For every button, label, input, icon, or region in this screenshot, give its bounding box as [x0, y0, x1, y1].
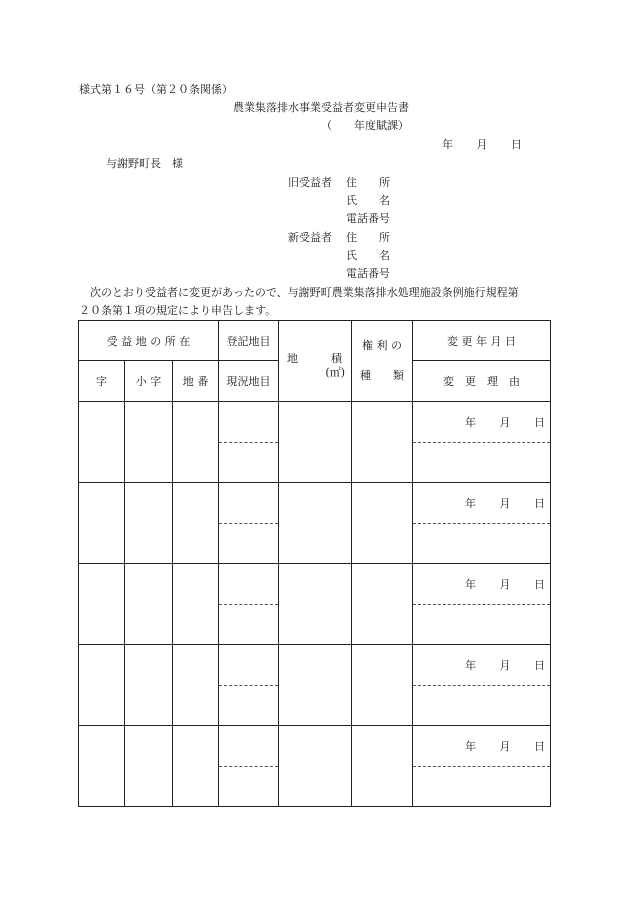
current-category-header: 現況地目: [219, 361, 279, 402]
change-cell[interactable]: [413, 402, 551, 483]
aza-cell[interactable]: [79, 645, 125, 726]
change-cell[interactable]: [413, 483, 551, 564]
body-text-line1: 次のとおり受益者に変更があったので、与謝野町農業集落排水処理施設条例施行規程第: [90, 286, 519, 299]
change-cell[interactable]: [413, 726, 551, 807]
area-cell[interactable]: [279, 402, 352, 483]
aza-cell[interactable]: [79, 402, 125, 483]
fiscal-year: （ 年度賦課）: [321, 119, 409, 132]
body-text-line2: ２０条第１項の規定により申告します。: [79, 304, 277, 317]
new-beneficiary-address-label: 住 所: [346, 231, 390, 244]
chiban-cell[interactable]: [173, 402, 219, 483]
row-date-month-label: 月: [499, 739, 511, 753]
old-beneficiary-name-label: 氏 名: [346, 194, 390, 207]
table-row: [79, 402, 551, 483]
aza-header: 字: [79, 361, 125, 402]
current-category-cell[interactable]: [219, 443, 278, 483]
date-year-label: 年: [442, 138, 453, 151]
change-reason-cell[interactable]: [413, 605, 550, 645]
category-cell[interactable]: [219, 726, 279, 807]
koaza-header: 小 字: [125, 361, 173, 402]
row-date-year-label: 年: [465, 658, 476, 672]
location-header: 受 益 地 の 所 在: [79, 321, 219, 361]
change-date-header: 変 更 年 月 日: [413, 321, 551, 361]
old-beneficiary-address-label: 住 所: [346, 176, 390, 189]
area-cell[interactable]: [279, 726, 352, 807]
area-cell[interactable]: [279, 645, 352, 726]
row-date-day-label: 日: [534, 577, 545, 591]
koaza-cell[interactable]: [125, 645, 173, 726]
category-cell[interactable]: [219, 564, 279, 645]
row-date-month-label: 月: [499, 577, 511, 591]
area-header: [279, 321, 352, 402]
current-category-cell[interactable]: [219, 524, 278, 564]
current-category-cell[interactable]: [219, 767, 278, 807]
table-row: [79, 564, 551, 645]
category-cell[interactable]: [219, 483, 279, 564]
koaza-cell[interactable]: [125, 402, 173, 483]
table-row: [79, 726, 551, 807]
row-date-day-label: 日: [534, 658, 545, 672]
area-cell[interactable]: [279, 483, 352, 564]
koaza-cell[interactable]: [125, 726, 173, 807]
form-title: 農業集落排水事業受益者変更申告書: [233, 101, 409, 114]
change-date-cell[interactable]: [413, 402, 550, 443]
rights-label-line1: 権 利 の: [362, 339, 402, 352]
table-row: [79, 645, 551, 726]
change-reason-cell[interactable]: [413, 443, 550, 483]
addressee: 与謝野町長 様: [106, 157, 183, 170]
aza-cell[interactable]: [79, 726, 125, 807]
change-date-cell[interactable]: [413, 645, 550, 686]
change-date-cell[interactable]: [413, 726, 550, 767]
new-beneficiary-phone-label: 電話番号: [346, 267, 390, 280]
form-number: 様式第１６号（第２０条関係）: [79, 83, 233, 96]
rights-cell[interactable]: [352, 645, 413, 726]
row-date-month-label: 月: [499, 658, 511, 672]
chiban-cell[interactable]: [173, 483, 219, 564]
new-beneficiary-label: 新受益者: [288, 231, 332, 244]
change-reason-cell[interactable]: [413, 767, 550, 807]
chiban-cell[interactable]: [173, 564, 219, 645]
submission-date: [442, 138, 522, 152]
registered-category-cell[interactable]: [219, 564, 278, 605]
registered-category-header: 登記地目: [219, 321, 279, 361]
chiban-header: 地 番: [173, 361, 219, 402]
rights-cell[interactable]: [352, 726, 413, 807]
koaza-cell[interactable]: [125, 483, 173, 564]
aza-cell[interactable]: [79, 564, 125, 645]
registered-category-cell[interactable]: [219, 483, 278, 524]
rights-cell[interactable]: [352, 564, 413, 645]
change-reason-header: 変 更 理 由: [413, 361, 551, 402]
aza-cell[interactable]: [79, 483, 125, 564]
new-beneficiary-name-label: 氏 名: [346, 249, 390, 262]
row-date-year-label: 年: [465, 496, 476, 510]
chiban-cell[interactable]: [173, 645, 219, 726]
registered-category-cell[interactable]: [219, 402, 278, 443]
change-cell[interactable]: [413, 645, 551, 726]
rights-label-line2: 種 類: [360, 369, 404, 382]
date-month-label: 月: [476, 138, 488, 151]
registered-category-cell[interactable]: [219, 726, 278, 767]
area-cell[interactable]: [279, 564, 352, 645]
category-cell[interactable]: [219, 645, 279, 726]
old-beneficiary-label: 旧受益者: [288, 176, 332, 189]
change-date-cell[interactable]: [413, 564, 550, 605]
row-date-month-label: 月: [499, 415, 511, 429]
area-unit-label: (㎡): [325, 365, 345, 379]
current-category-cell[interactable]: [219, 686, 278, 726]
old-beneficiary-phone-label: 電話番号: [346, 212, 390, 225]
beneficiary-change-table: [78, 320, 551, 807]
row-date-month-label: 月: [499, 496, 511, 510]
row-date-year-label: 年: [465, 577, 476, 591]
area-label: 地 積: [287, 351, 342, 365]
category-cell[interactable]: [219, 402, 279, 483]
registered-category-cell[interactable]: [219, 645, 278, 686]
table-row: [79, 483, 551, 564]
change-date-cell[interactable]: [413, 483, 550, 524]
current-category-cell[interactable]: [219, 605, 278, 645]
row-date-year-label: 年: [465, 739, 476, 753]
rights-header: [352, 321, 413, 402]
rights-cell[interactable]: [352, 483, 413, 564]
change-reason-cell[interactable]: [413, 524, 550, 564]
row-date-day-label: 日: [534, 739, 545, 753]
date-day-label: 日: [511, 138, 522, 151]
rights-cell[interactable]: [352, 402, 413, 483]
change-cell[interactable]: [413, 564, 551, 645]
change-reason-cell[interactable]: [413, 686, 550, 726]
row-date-day-label: 日: [534, 415, 545, 429]
chiban-cell[interactable]: [173, 726, 219, 807]
row-date-year-label: 年: [465, 415, 476, 429]
row-date-day-label: 日: [534, 496, 545, 510]
koaza-cell[interactable]: [125, 564, 173, 645]
